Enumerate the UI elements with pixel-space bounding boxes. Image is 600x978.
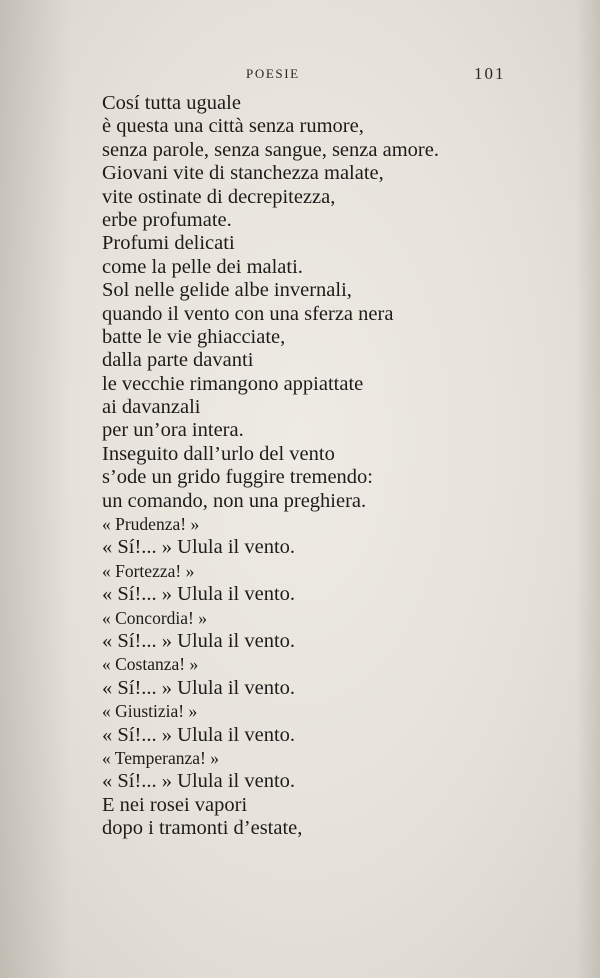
poem-line: un comando, non una preghiera. [102, 489, 367, 512]
page-edge-shadow [576, 0, 600, 978]
poem-line: « Concordia! » [102, 607, 207, 628]
poem-line: quando il vento con una sferza nera [102, 302, 394, 325]
poem-line: « Sí!... » Ulula il vento. [102, 629, 296, 652]
poem-line: « Giustizia! » [102, 701, 198, 722]
poem-line: batte le vie ghiacciate, [102, 325, 286, 348]
poem-line: s’ode un grido fuggire tremendo: [102, 466, 373, 489]
poem-line: Inseguito dall’urlo del vento [102, 442, 335, 465]
poem-line: senza parole, senza sangue, senza amore. [102, 138, 439, 161]
poem-line: « Temperanza! » [102, 747, 220, 768]
poem-line: dopo i tramonti d’estate, [102, 817, 303, 840]
poem-line: per un’ora intera. [102, 419, 244, 442]
poem-line: erbe profumate. [102, 208, 232, 231]
poem-line: vite ostinate di decrepitezza, [102, 185, 336, 208]
poem-line: « Fortezza! » [102, 560, 195, 581]
poem-line: « Sí!... » Ulula il vento. [102, 723, 296, 746]
page-gutter-shadow [0, 0, 70, 978]
poem-line: è questa una città senza rumore, [102, 115, 364, 138]
poem-line: « Sí!... » Ulula il vento. [102, 676, 296, 699]
poem-text [102, 92, 562, 841]
poem-line: Sol nelle gelide albe invernali, [102, 279, 352, 302]
poem-line: E nei rosei vapori [102, 793, 248, 816]
poem-line: ai davanzali [102, 396, 201, 419]
poem-line: « Costanza! » [102, 654, 199, 675]
page-header [0, 64, 600, 88]
poem-line: « Sí!... » Ulula il vento. [102, 583, 296, 606]
poem-line: « Sí!... » Ulula il vento. [102, 536, 296, 559]
page-number: 101 [474, 64, 506, 83]
poem-line: dalla parte davanti [102, 349, 254, 372]
poem-line: le vecchie rimangono appiattate [102, 372, 364, 395]
poem-line: « Prudenza! » [102, 514, 200, 535]
poem-line: Profumi delicati [102, 232, 235, 255]
poem-line: Cosí tutta uguale [102, 92, 241, 114]
poem-line: « Sí!... » Ulula il vento. [102, 770, 296, 793]
running-title: POESIE [246, 66, 300, 81]
poem-line: come la pelle dei malati. [102, 255, 303, 278]
poem-line: Giovani vite di stanchezza malate, [102, 162, 384, 185]
